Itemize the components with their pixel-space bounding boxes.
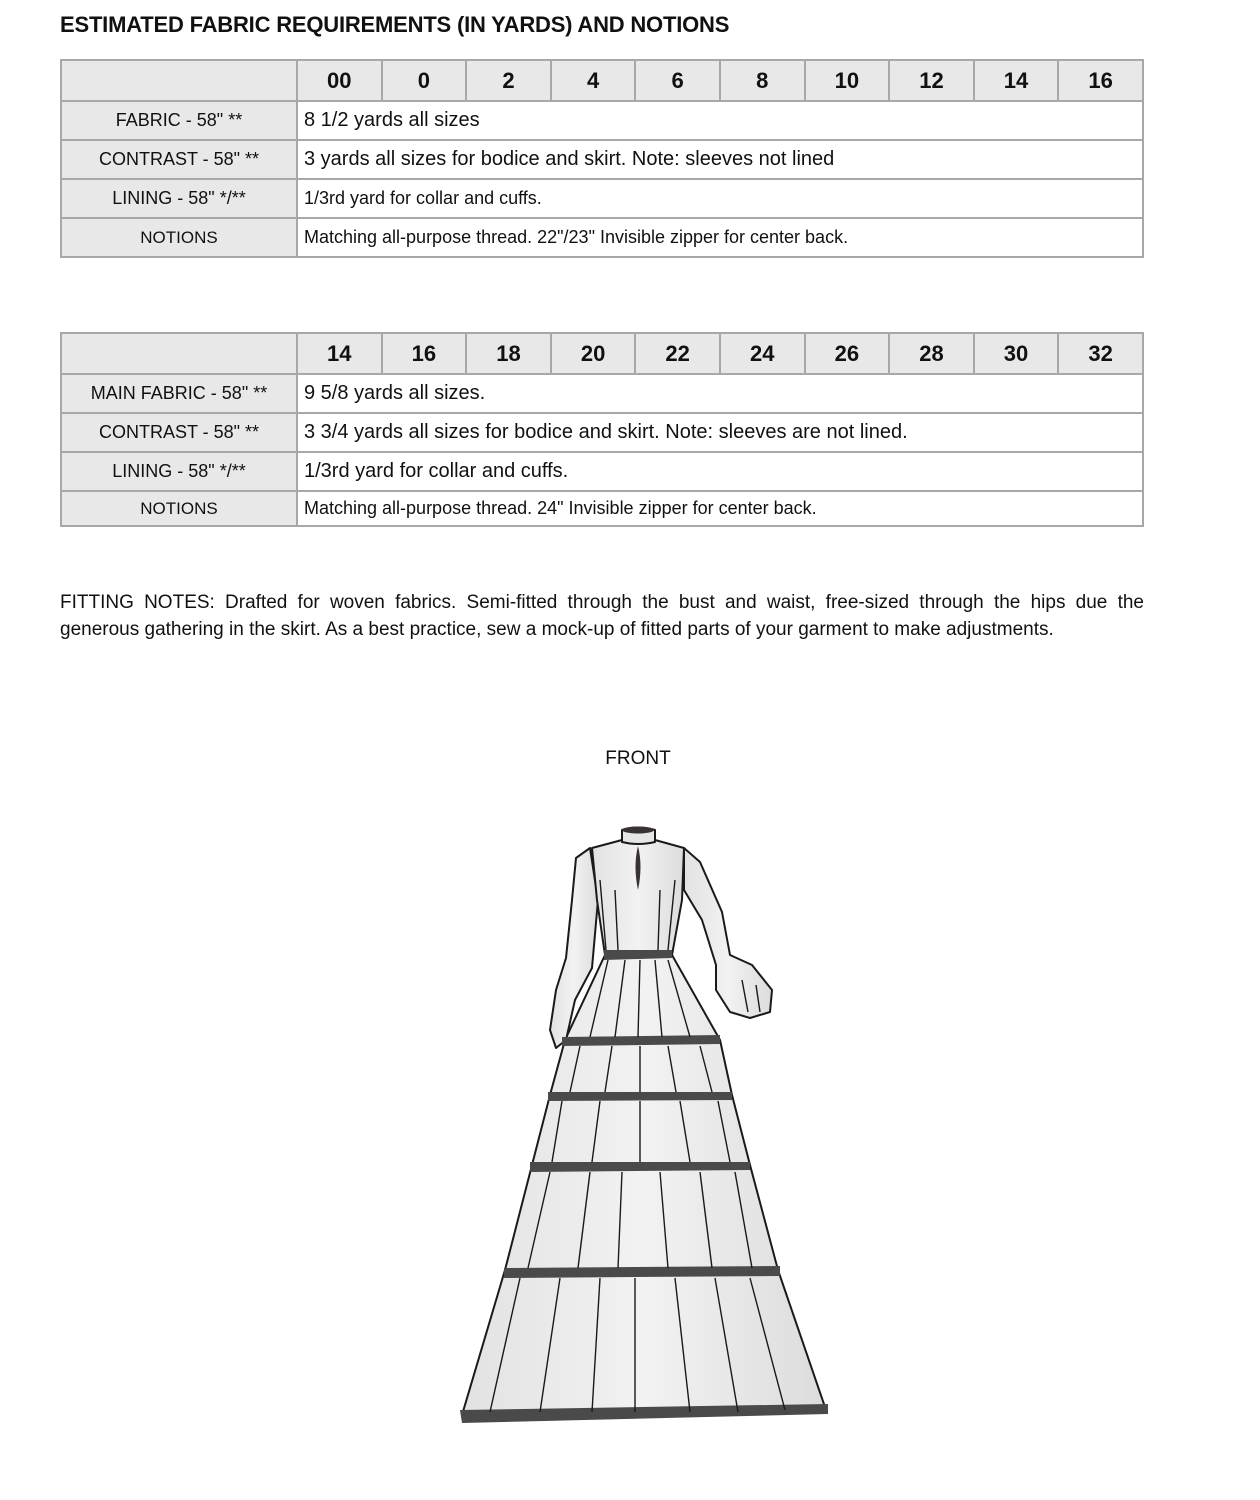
row-label: LINING - 58" */**: [61, 452, 297, 491]
row-label: NOTIONS: [61, 491, 297, 526]
size-header: 30: [974, 333, 1059, 374]
size-header: 14: [297, 333, 382, 374]
table-row: [61, 179, 1143, 218]
row-value: 1/3rd yard for collar and cuffs.: [297, 452, 1143, 491]
size-header: 12: [889, 60, 974, 101]
table-row: [61, 101, 1143, 140]
table-row: [61, 452, 1143, 491]
fabric-requirements-table-misses: [60, 59, 1144, 258]
row-value: 9 5/8 yards all sizes.: [297, 374, 1143, 413]
row-value: Matching all-purpose thread. 22"/23" Invisible zipper for center back.: [297, 218, 1143, 257]
size-header-row: [61, 333, 1143, 374]
row-label: NOTIONS: [61, 218, 297, 257]
dress-illustration: [440, 820, 840, 1430]
table-row: [61, 218, 1143, 257]
size-header: 16: [1058, 60, 1143, 101]
size-header: 26: [805, 333, 890, 374]
size-header: 18: [466, 333, 551, 374]
row-value: 3 3/4 yards all sizes for bodice and skirt. Note: sleeves are not lined.: [297, 413, 1143, 452]
size-header: 10: [805, 60, 890, 101]
size-header: 16: [382, 333, 467, 374]
page-title: ESTIMATED FABRIC REQUIREMENTS (IN YARDS) AND NOTIONS: [60, 12, 730, 37]
row-value: 3 yards all sizes for bodice and skirt. Note: sleeves not lined: [297, 140, 1143, 179]
table-row: [61, 491, 1143, 526]
table-row: [61, 140, 1143, 179]
row-value: 8 1/2 yards all sizes: [297, 101, 1143, 140]
size-header: 24: [720, 333, 805, 374]
row-value: Matching all-purpose thread. 24" Invisible zipper for center back.: [297, 491, 1143, 526]
size-header: 8: [720, 60, 805, 101]
size-header: 14: [974, 60, 1059, 101]
size-header: 22: [635, 333, 720, 374]
fitting-notes: FITTING NOTES: Drafted for woven fabrics. Semi-fitted through the bust and waist, free-sized through the hips due the generous gathering in the skirt. As a best practice, sew a mock-up of fitted parts of your garment to make adjustments.: [60, 592, 1144, 640]
row-value: 1/3rd yard for collar and cuffs.: [297, 179, 1143, 218]
size-header: 0: [382, 60, 467, 101]
size-header: 6: [635, 60, 720, 101]
row-label: MAIN FABRIC - 58" **: [61, 374, 297, 413]
size-header: 00: [297, 60, 382, 101]
size-header: 2: [466, 60, 551, 101]
illustration-label: FRONT: [605, 748, 671, 769]
fabric-requirements-table-plus: [60, 332, 1144, 527]
size-header: 28: [889, 333, 974, 374]
row-label: FABRIC - 58" **: [61, 101, 297, 140]
size-header-row: [61, 60, 1143, 101]
corner-cell: [61, 333, 297, 374]
row-label: LINING - 58" */**: [61, 179, 297, 218]
corner-cell: [61, 60, 297, 101]
table-row: [61, 413, 1143, 452]
table-row: [61, 374, 1143, 413]
row-label: CONTRAST - 58" **: [61, 140, 297, 179]
size-header: 20: [551, 333, 636, 374]
row-label: CONTRAST - 58" **: [61, 413, 297, 452]
size-header: 32: [1058, 333, 1143, 374]
size-header: 4: [551, 60, 636, 101]
